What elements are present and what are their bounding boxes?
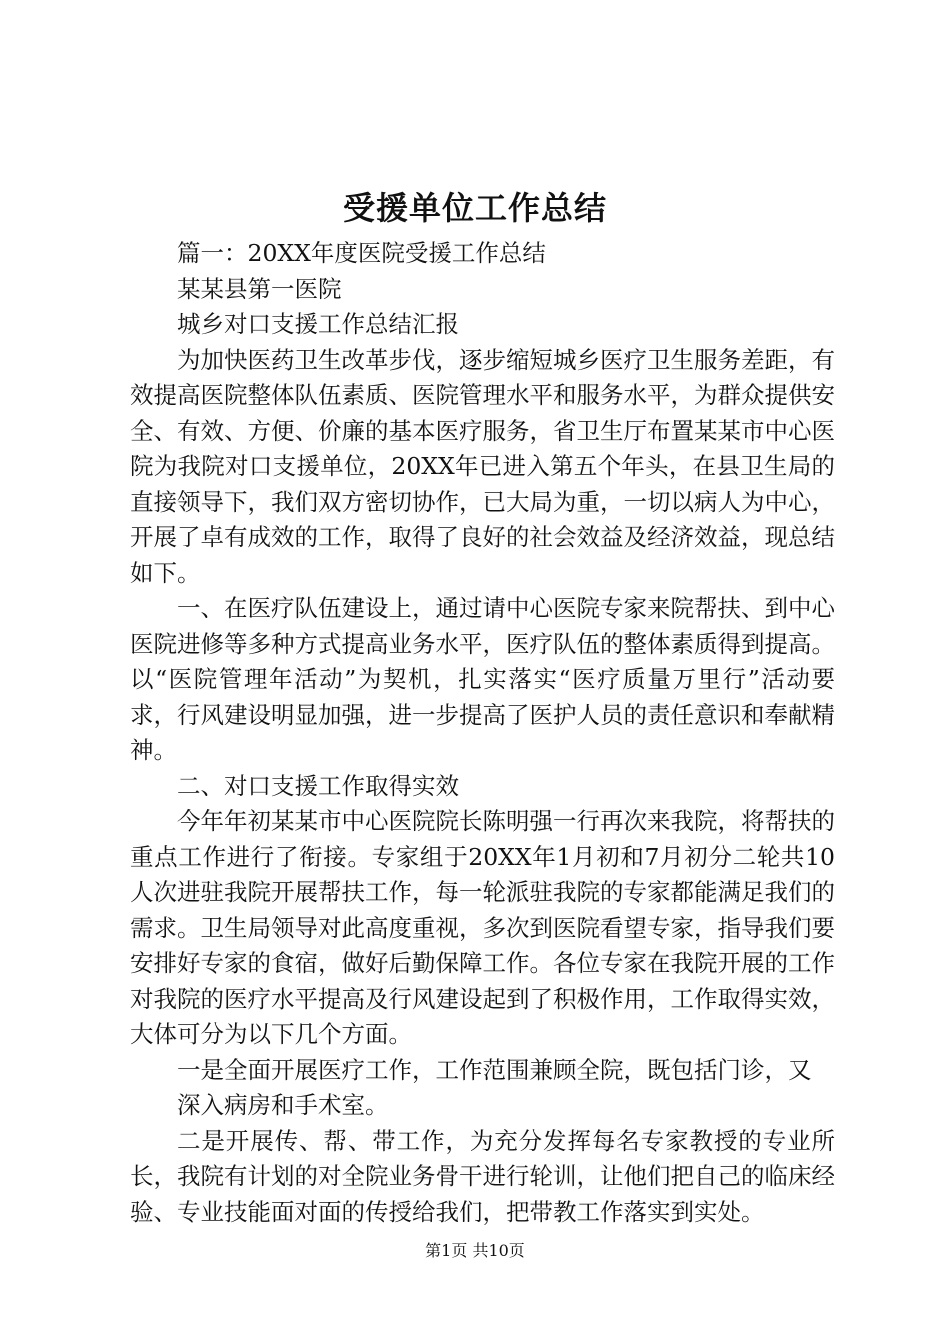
paragraph-item-one: 一是全面开展医疗工作，工作范围兼顾全院，既包括门诊，又 — [177, 1055, 812, 1084]
document-body — [130, 236, 835, 1230]
page-footer — [0, 1240, 950, 1262]
page-number-label: 第1页 共10页 — [425, 1241, 525, 1260]
paragraph-intro: 为加快医药卫生改革步伐，逐步缩短城乡医疗卫生服务差距，有效提高医院整体队伍素质、医院管理水平和服务水平，为群众提供安全、有效、方便、价廉的基本医疗服务，省卫生厅布置某某市中心医院为我院对口支援单位，20XX年已进入第五个年头，在县卫生局的直接领导下，我们双方密切协作，已大局为重，一切以病人为中心，开展了卓有成效的工作，取得了良好的社会效益及经济效益，现总结如下。 — [130, 345, 835, 587]
paragraph-point-one: 一、在医疗队伍建设上，通过请中心医院专家来院帮扶、到中心医院进修等多种方式提高业务水平，医疗队伍的整体素质得到提高。以“医院管理年活动”为契机，扎实落实“医疗质量万里行”活动要求，行风建设明显加强，进一步提高了医护人员的责任意识和奉献精神。 — [130, 594, 835, 764]
paragraph-point-two-heading: 二、对口支援工作取得实效 — [177, 771, 459, 800]
paragraph-hospital-name: 某某县第一医院 — [177, 274, 342, 303]
paragraph-item-two: 二是开展传、帮、带工作，为充分发挥每名专家教授的专业所长，我院有计划的对全院业务骨干进行轮训，让他们把自己的临床经验、专业技能面对面的传授给我们，把带教工作落实到实处。 — [130, 1126, 835, 1226]
paragraph-section-heading: 篇一：20XX年度医院受援工作总结 — [177, 239, 546, 267]
document-title: 受援单位工作总结 — [342, 189, 607, 227]
paragraph-point-two-body: 今年年初某某市中心医院院长陈明强一行再次来我院，将帮扶的重点工作进行了衔接。专家组于20XX年1月初和7月初分二轮共10人次进驻我院开展帮扶工作，每一轮派驻我院的专家都能满足我们的需求。卫生局领导对此高度重视，多次到医院看望专家，指导我们要安排好专家的食宿，做好后勤保障工作。各位专家在我院开展的工作对我院的医疗水平提高及行风建设起到了积极作用，工作取得实效，大体可分为以下几个方面。 — [130, 807, 835, 1048]
paragraph-report-title: 城乡对口支援工作总结汇报 — [177, 310, 459, 338]
paragraph-item-one-continued: 深入病房和手术室。 — [177, 1091, 389, 1119]
